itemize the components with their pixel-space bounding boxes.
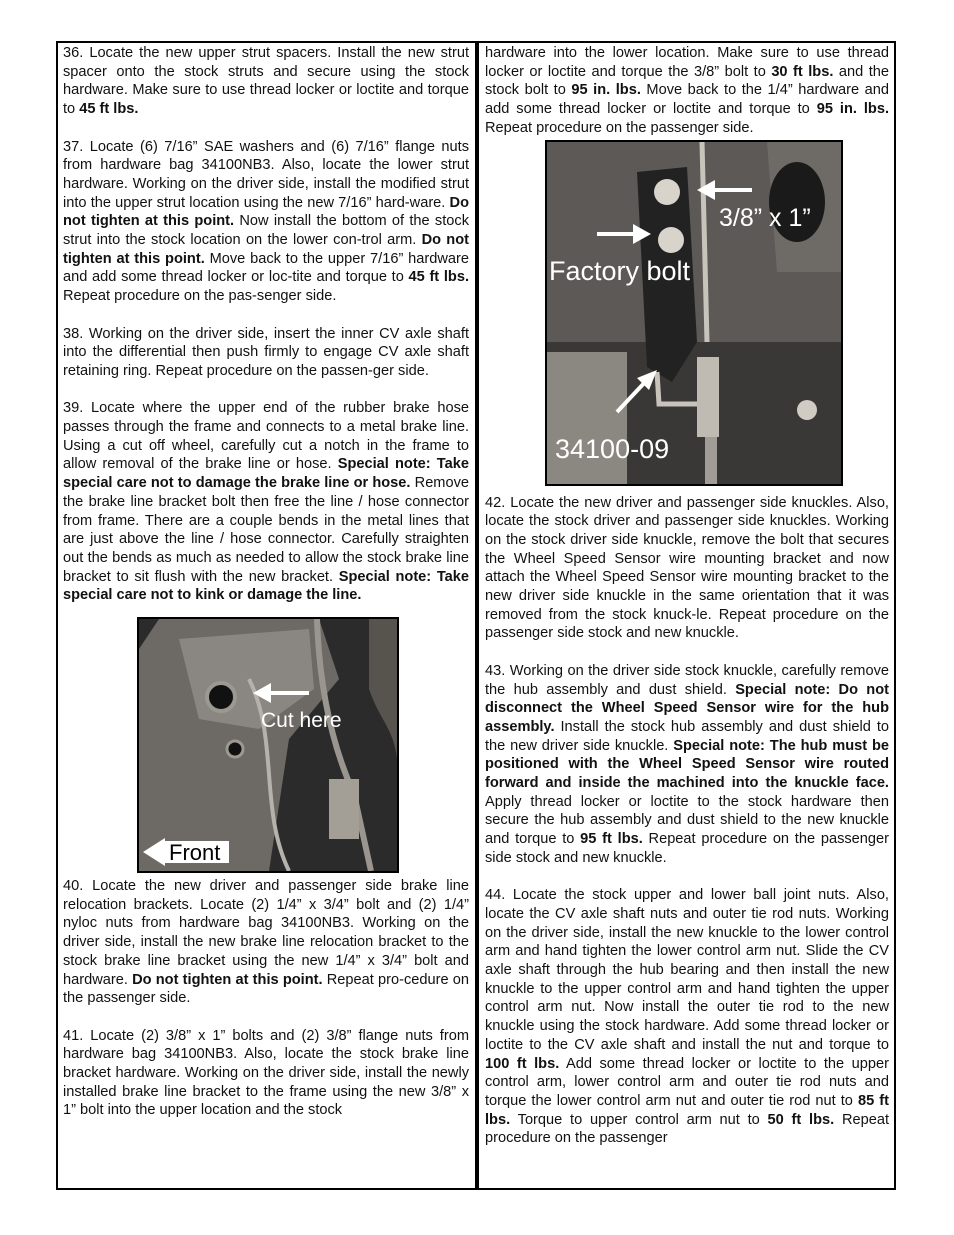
step-40: 40. Locate the new driver and passenger side brake line relocation brackets. Locate (2) 1/4” x 3/4” bolt and (2) 1/4” nyloc nuts from hardware bag 34100NB3. Working on the driver side, install the new brake line relocation bracket to the stock brake line bracket using the new 1/4” x 3/4” bolt and hardware. Do not tighten at this point. Repeat pro-cedure on the passenger side. (63, 878, 470, 1007)
photo-bracket (545, 140, 843, 486)
step-39: 39. Locate where the upper end of the rubber brake hose passes through the frame and connects to a metal brake line. Using a cut off wheel, carefully cut a notch in the frame to allow removal of the brake line or hose. Special note: Take special care not to damage the brake line or hose. Remove the brake line bracket bolt then free the line / hose connector from frame. There are a couple bends in the metal lines that are just above the line / hose connector. Carefully straighten out the bends as much as needed to allow the stock brake line bracket to sit flush with the new bracket. Special note: Take special care not to kink or damage the line. (63, 400, 470, 604)
right-column (485, 44, 889, 1148)
step-44: 44. Locate the stock upper and lower ball joint nuts. Also, locate the CV axle shaft nuts and outer tie rod nuts. Working on the driver side, install the new knuckle to the lower control arm and hand tighten the lower control arm nut. Slide the CV axle shaft through the hub bearing and then install the new knuckle to the upper control arm and hand tighten the upper control arm nut. Now install the outer tie rod to the new knuckle using the stock hardware. Add some thread locker or loctite to the CV axle shaft and install the nut and torque to 100 ft lbs. Add some thread locker or loctite to the upper control arm, lower control arm and outer tie rod nuts and torque the lower control arm nut and outer tie rod nut to 85 ft lbs. Torque to upper control arm nut to 50 ft lbs. Repeat procedure on the passenger (485, 887, 890, 1147)
photo-bracket-image (547, 142, 841, 484)
step-36: 36. Locate the new upper strut spacers. Install the new strut spacer onto the stock struts and secure using the stock hardware. Make sure to use thread locker or loctite and torque to 45 ft lbs. (63, 45, 469, 118)
photo-label-factory-bolt: Factory bolt (549, 255, 691, 286)
photo-label-part-number: 34100-09 (555, 433, 670, 464)
step-37: 37. Locate (6) 7/16” SAE washers and (6) 7/16” flange nuts from hardware bag 34100NB3. Also, locate the lower strut hardware. Working on the driver side, install the modified strut into the upper strut location using the new 7/16” hard-ware. Do not tighten at this point. Now install the bottom of the stock strut into the stock location on the lower con-trol arm. Do not tighten at this point. Move back to the upper 7/16” hardware and add some thread locker or loc-tite and torque to 45 ft lbs. Repeat procedure on the pas-senger side. (63, 138, 469, 305)
photo-label-cut-here: Cut here (261, 709, 342, 733)
step-41: 41. Locate (2) 3/8” x 1” bolts and (2) 3/8” flange nuts from hardware bag 34100NB3. Also, locate the stock brake line bracket hardware. Working on the driver side, install the newly installed brake line bracket to the frame using the new 3/8” x 1” bolt into the upper location and the stock (63, 1027, 469, 1119)
photo-label-bolt-size: 3/8” x 1” (719, 203, 811, 232)
step-41-continued: hardware into the lower location. Make sure to use thread locker or loctite and torque the 3/8” bolt to 30 ft lbs. and the stock bolt to 95 in. lbs. Move back to the 1/4” hardware and add some thread locker or loctite and torque to 95 in. lbs. Repeat procedure on the passenger side. (485, 45, 890, 136)
step-42: 42. Locate the new driver and passenger side knuckles. Also, locate the stock driver and passenger side knuckles. Working on the stock driver side knuckle, remove the bolt that secures the Wheel Speed Sensor wire mounting bracket and now attach the Wheel Speed Sensor wire mounting bracket to the new driver side knuckle in the same orientation that it was removed from the stock knuck-le. Repeat procedure on the passenger side stock and new knuckle. (485, 494, 889, 642)
photo-label-front: Front (169, 840, 221, 866)
step-43: 43. Working on the driver side stock knuckle, carefully remove the hub assembly and dust shield. Special note: Do not disconnect the Wheel Speed Sensor wire for the hub assembly. Install the stock hub assembly and dust shield to the new driver side knuckle. Special note: The hub must be positioned with the Wheel Speed Sensor wire routed forward and inside the machined into the knuckle face. Apply thread locker or loctite to the stock hardware then secure the hub assembly and dust shield to the new knuckle and torque to 95 ft lbs. Repeat procedure on the passenger side stock and new knuckle. (485, 662, 889, 866)
left-column (63, 44, 469, 1120)
step-38: 38. Working on the driver side, insert the inner CV axle shaft into the differential then push firmly to engage CV axle shaft retaining ring. Repeat procedure on the passen-ger side. (63, 325, 469, 379)
column-divider (475, 41, 479, 1190)
photo-cut-here (137, 617, 399, 873)
photo-cut-here-image (139, 619, 397, 871)
